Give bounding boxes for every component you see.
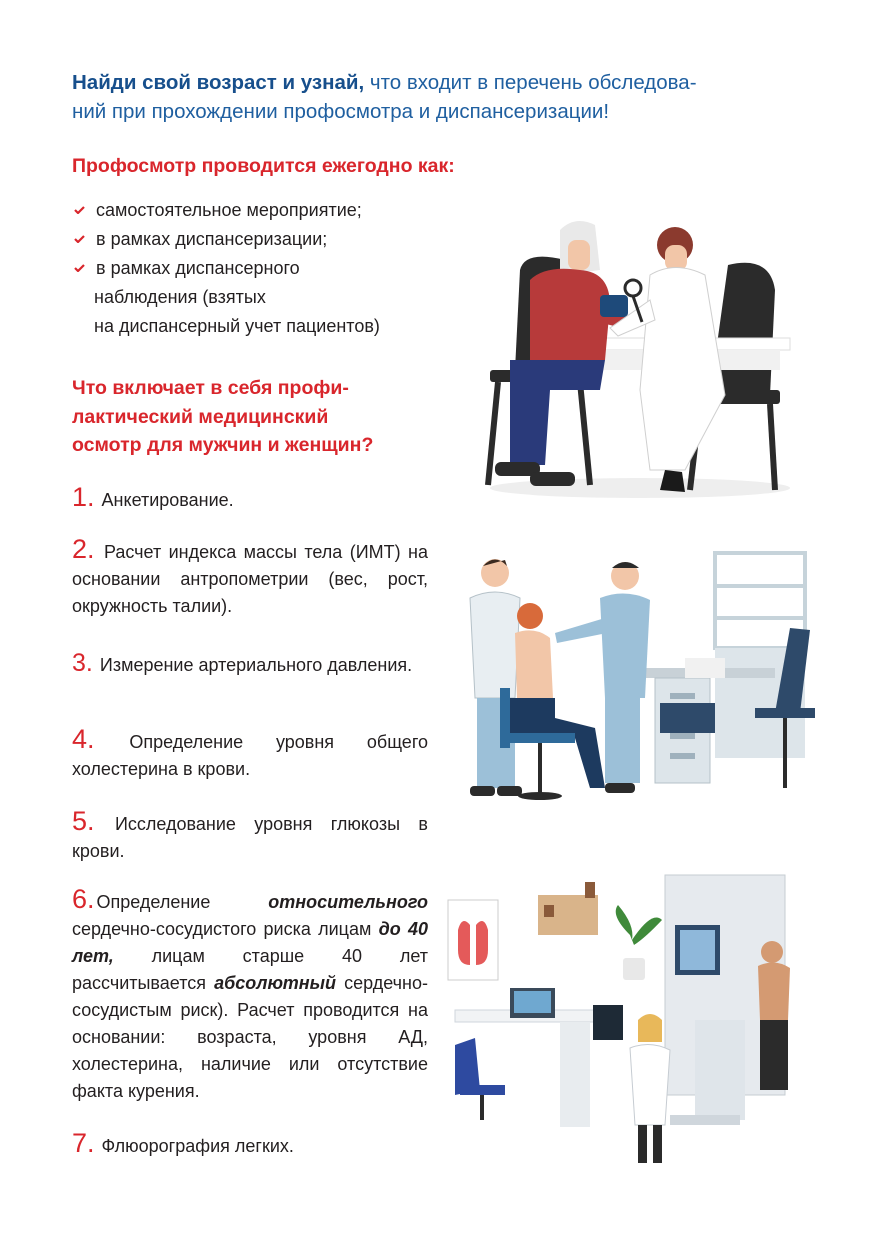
exam-item-2: 2. Расчет индекса массы тела (ИМТ) на основании антропометрии (вес, рост, окружность талии). [72,534,428,616]
intro-text [72,68,792,126]
list-item-continuation: наблюдения (взятых [94,287,266,307]
exam-item-4: 4. Определение уровня общего холестерина в крови. [72,724,428,779]
exam-item-7: 7. Флюорография легких. [72,1128,294,1158]
check-icon [74,206,85,214]
exam-item-5: 5. Исследование уровня глюкозы в крови. [72,806,428,861]
exam-item-1: 1. Анкетирование. [72,482,234,512]
blood-pressure-illustration [470,210,800,500]
exam-item-3: 3. Измерение артериального давления. [72,649,413,677]
item-number: 3. [72,649,93,677]
exam-item-6: 6. Определение относительного сердечно-сосудистого риска лицам до 40 лет, лицам старше 40 лет рассчитывается абсолютный сердечно-сосудистым риск). Расчет проводится на основании: возраста, уровня АД, холестерина, наличие или отсутствие факта курения. [72,884,428,1101]
examination-illustration [455,548,825,808]
list-item: самостоятельное мероприятие; [72,196,452,225]
heading-checkup-yearly: Профосмотр проводится ежегодно как: [72,155,455,177]
check-icon [74,235,85,243]
item-number: 2. [72,534,95,564]
fluorography-illustration [440,870,830,1170]
intro-bold: Найди свой возраст и узнай, [72,71,365,94]
item-number: 7. [72,1128,95,1158]
check-icon [74,264,85,272]
list-item: в рамках диспансеризации; [72,225,452,254]
list-item: в рамках диспансерного [72,254,452,283]
item-number: 6. [72,884,95,914]
checkup-checklist [72,196,452,341]
intro-line2: ний при прохождении профосмотра и диспансеризации! [72,100,610,123]
item-number: 5. [72,806,95,836]
heading-what-includes: Что включает в себя профи- лактический медицинский осмотр для мужчин и женщин? [72,377,374,456]
intro-rest: что входит в перечень обследова- [364,71,697,94]
item-number: 4. [72,724,95,754]
list-item-continuation: на диспансерный учет пациентов) [94,316,380,336]
item-number: 1. [72,482,95,512]
